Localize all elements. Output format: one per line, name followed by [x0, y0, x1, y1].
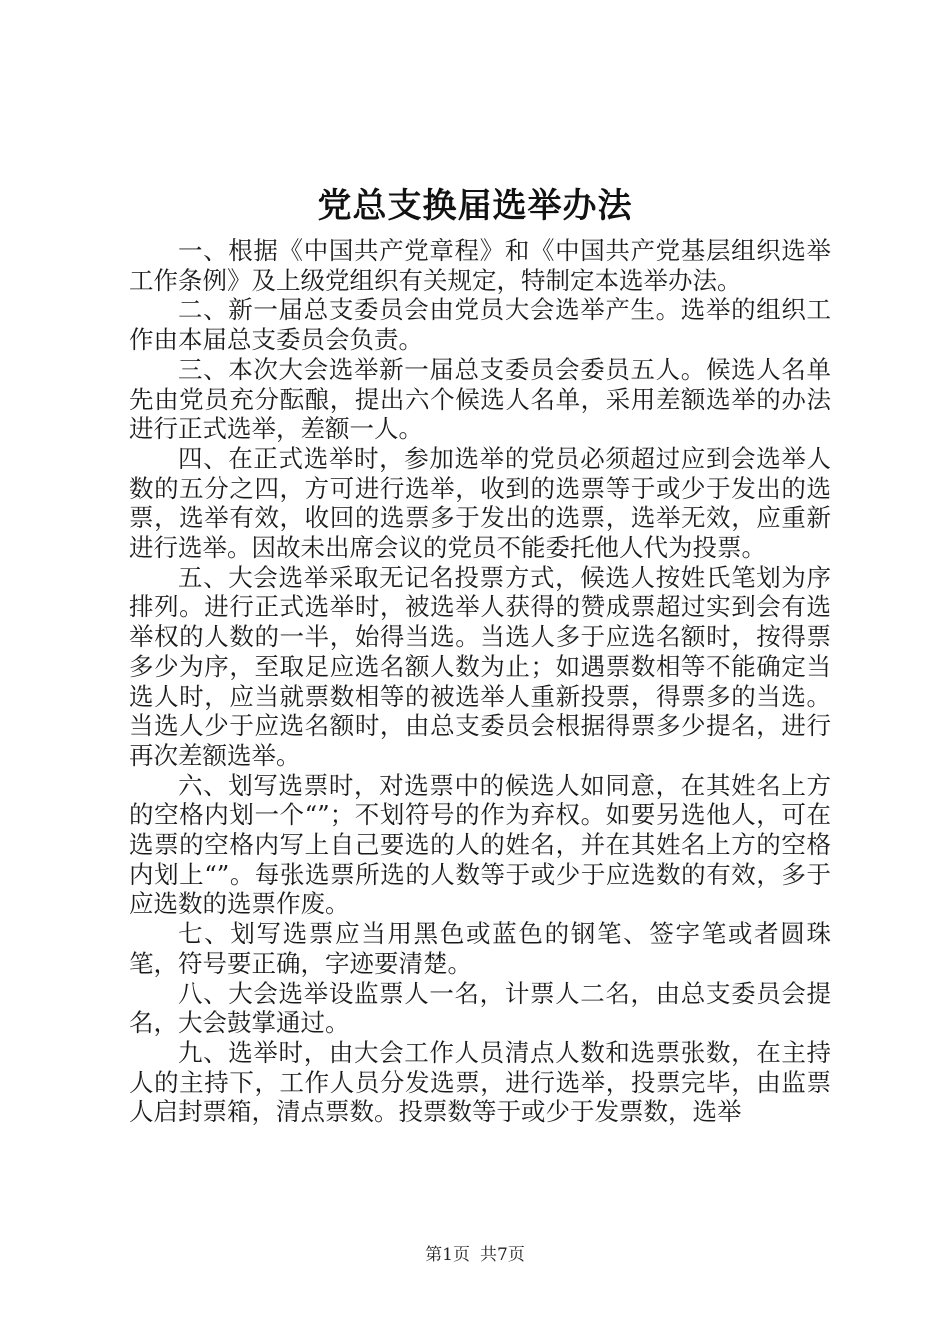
document-title: 党总支换届选举办法 — [317, 186, 633, 226]
paragraph-3: 三、本次大会选举新一届总支委员会委员五人。候选人名单先由党员充分酝酿，提出六个候选人名单，采用差额选举的办法进行正式选举，差额一人。 — [129, 354, 831, 444]
paragraph-7: 七、划写选票应当用黑色或蓝色的钢笔、签字笔或者圆珠笔，符号要正确，字迹要清楚。 — [129, 919, 831, 978]
document-body — [129, 236, 831, 1127]
paragraph-6: 六、划写选票时，对选票中的候选人如同意，在其姓名上方的空格内划一个“”；不划符号的作为弃权。如要另选他人，可在选票的空格内写上自己要选的人的姓名，并在其姓名上方的空格内划上“”。每张选票所选的人数等于或少于应选数的有效，多于应选数的选票作废。 — [129, 770, 831, 919]
paragraph-1: 一、根据《中国共产党章程》和《中国共产党基层组织选举工作条例》及上级党组织有关规定，特制定本选举办法。 — [129, 236, 831, 295]
paragraph-4: 四、在正式选举时，参加选举的党员必须超过应到会选举人数的五分之四，方可进行选举，收到的选票等于或少于发出的选票，选举有效，收回的选票多于发出的选票，选举无效，应重新进行选举。因故未出席会议的党员不能委托他人代为投票。 — [129, 443, 831, 563]
paragraph-8: 八、大会选举设监票人一名，计票人二名，由总支委员会提名，大会鼓掌通过。 — [129, 978, 831, 1038]
page-total: 共7页 — [480, 1245, 525, 1265]
page-number: 第1页 — [425, 1245, 470, 1265]
paragraph-5: 五、大会选举采取无记名投票方式，候选人按姓氏笔划为序排列。进行正式选举时，被选举人获得的赞成票超过实到会有选举权的人数的一半，始得当选。当选人多于应选名额时，按得票多少为序，至取足应选名额人数为止；如遇票数相等不能确定当选人时，应当就票数相等的被选举人重新投票，得票多的当选。当选人少于应选名额时，由总支委员会根据得票多少提名，进行再次差额选举。 — [129, 562, 831, 770]
paragraph-9: 九、选举时，由大会工作人员清点人数和选票张数，在主持人的主持下，工作人员分发选票，进行选举，投票完毕，由监票人启封票箱，清点票数。投票数等于或少于发票数，选举 — [129, 1037, 831, 1127]
page-footer — [0, 1244, 950, 1266]
paragraph-2: 二、新一届总支委员会由党员大会选举产生。选举的组织工作由本届总支委员会负责。 — [129, 295, 831, 355]
